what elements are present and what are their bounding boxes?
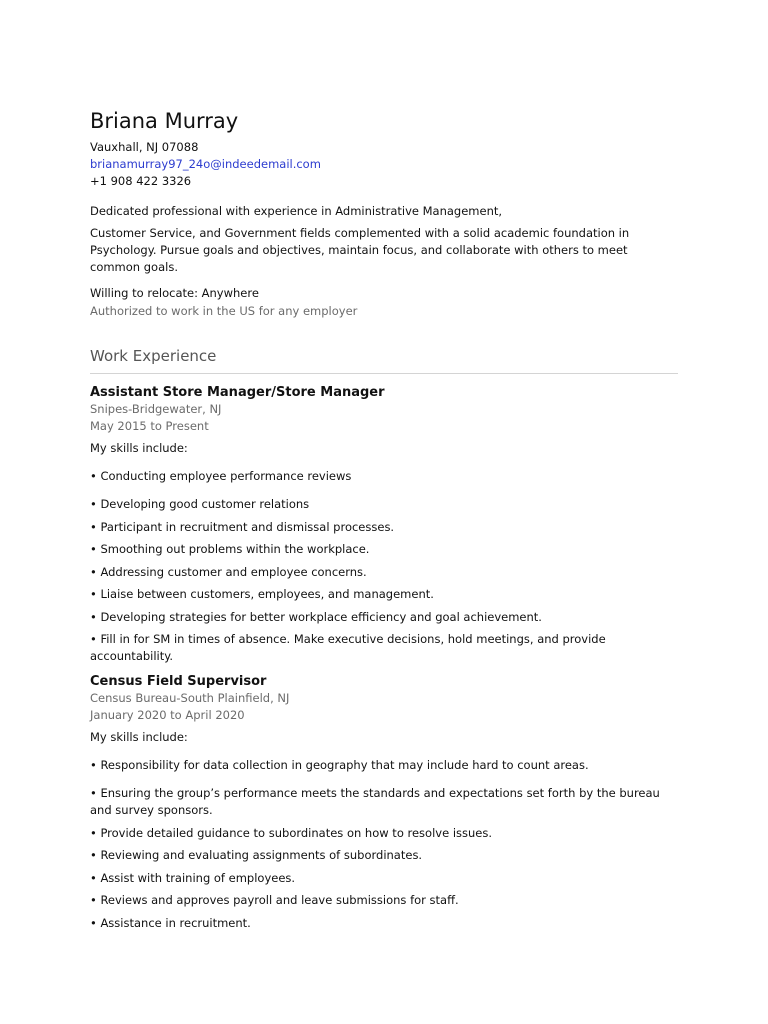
skill-item: • Participant in recruitment and dismissal processes. (90, 519, 395, 534)
job-title: Census Field Supervisor (90, 674, 267, 689)
skills-intro: My skills include: (90, 441, 188, 455)
work-experience-heading: Work Experience (90, 346, 678, 374)
skill-item: • Addressing customer and employee concerns. (90, 564, 367, 579)
skill-item: • Smoothing out problems within the workplace. (90, 542, 370, 556)
skills-list (90, 468, 678, 665)
job-dates: January 2020 to April 2020 (90, 708, 245, 722)
job-company: Census Bureau-South Plainfield, NJ (90, 691, 290, 705)
candidate-name: Briana Murray (90, 109, 239, 133)
skill-item: • Conducting employee performance reviews (90, 469, 352, 483)
job-company: Snipes-Bridgewater, NJ (90, 402, 222, 416)
skill-item: • Fill in for SM in times of absence. Make executive decisions, hold meetings, and provide accountability. (90, 632, 606, 663)
skill-item: • Assistance in recruitment. (90, 915, 251, 930)
skill-item: • Provide detailed guidance to subordinates on how to resolve issues. (90, 825, 493, 840)
summary-line-2: Customer Service, and Government fields complemented with a solid academic foundation in Psychology. Pursue goals and objectives, maintain focus, and collaborate with others to meet common goals. (90, 226, 630, 274)
work-authorization: Authorized to work in the US for any employer (90, 304, 358, 318)
summary-section (90, 203, 678, 276)
job-title: Assistant Store Manager/Store Manager (90, 385, 385, 400)
job-entry-1 (90, 384, 678, 665)
skill-item: • Ensuring the group’s performance meets the standards and expectations set forth by the bureau and survey sponsors. (90, 786, 660, 817)
skill-item: • Assist with training of employees. (90, 870, 296, 885)
skills-intro: My skills include: (90, 730, 188, 744)
summary-line-1: Dedicated professional with experience in Administrative Management, (90, 204, 503, 218)
skill-item: • Developing good customer relations (90, 497, 310, 511)
candidate-email-link[interactable]: brianamurray97_24o@indeedemail.com (90, 157, 321, 171)
job-dates: May 2015 to Present (90, 419, 209, 433)
willing-to-relocate: Willing to relocate: Anywhere (90, 286, 259, 300)
skill-item: • Reviewing and evaluating assignments of subordinates. (90, 848, 423, 862)
candidate-location: Vauxhall, NJ 07088 (90, 140, 199, 154)
relocation-section (90, 285, 678, 320)
candidate-phone: +1 908 422 3326 (90, 174, 192, 188)
job-entry-2 (90, 673, 678, 932)
skill-item: • Reviews and approves payroll and leave submissions for staff. (90, 893, 459, 907)
skill-item: • Liaise between customers, employees, and management. (90, 587, 434, 601)
skill-item: • Developing strategies for better workplace efficiency and goal achievement. (90, 609, 542, 624)
skill-item: • Responsibility for data collection in geography that may include hard to count areas. (90, 758, 589, 772)
skills-list (90, 757, 678, 932)
